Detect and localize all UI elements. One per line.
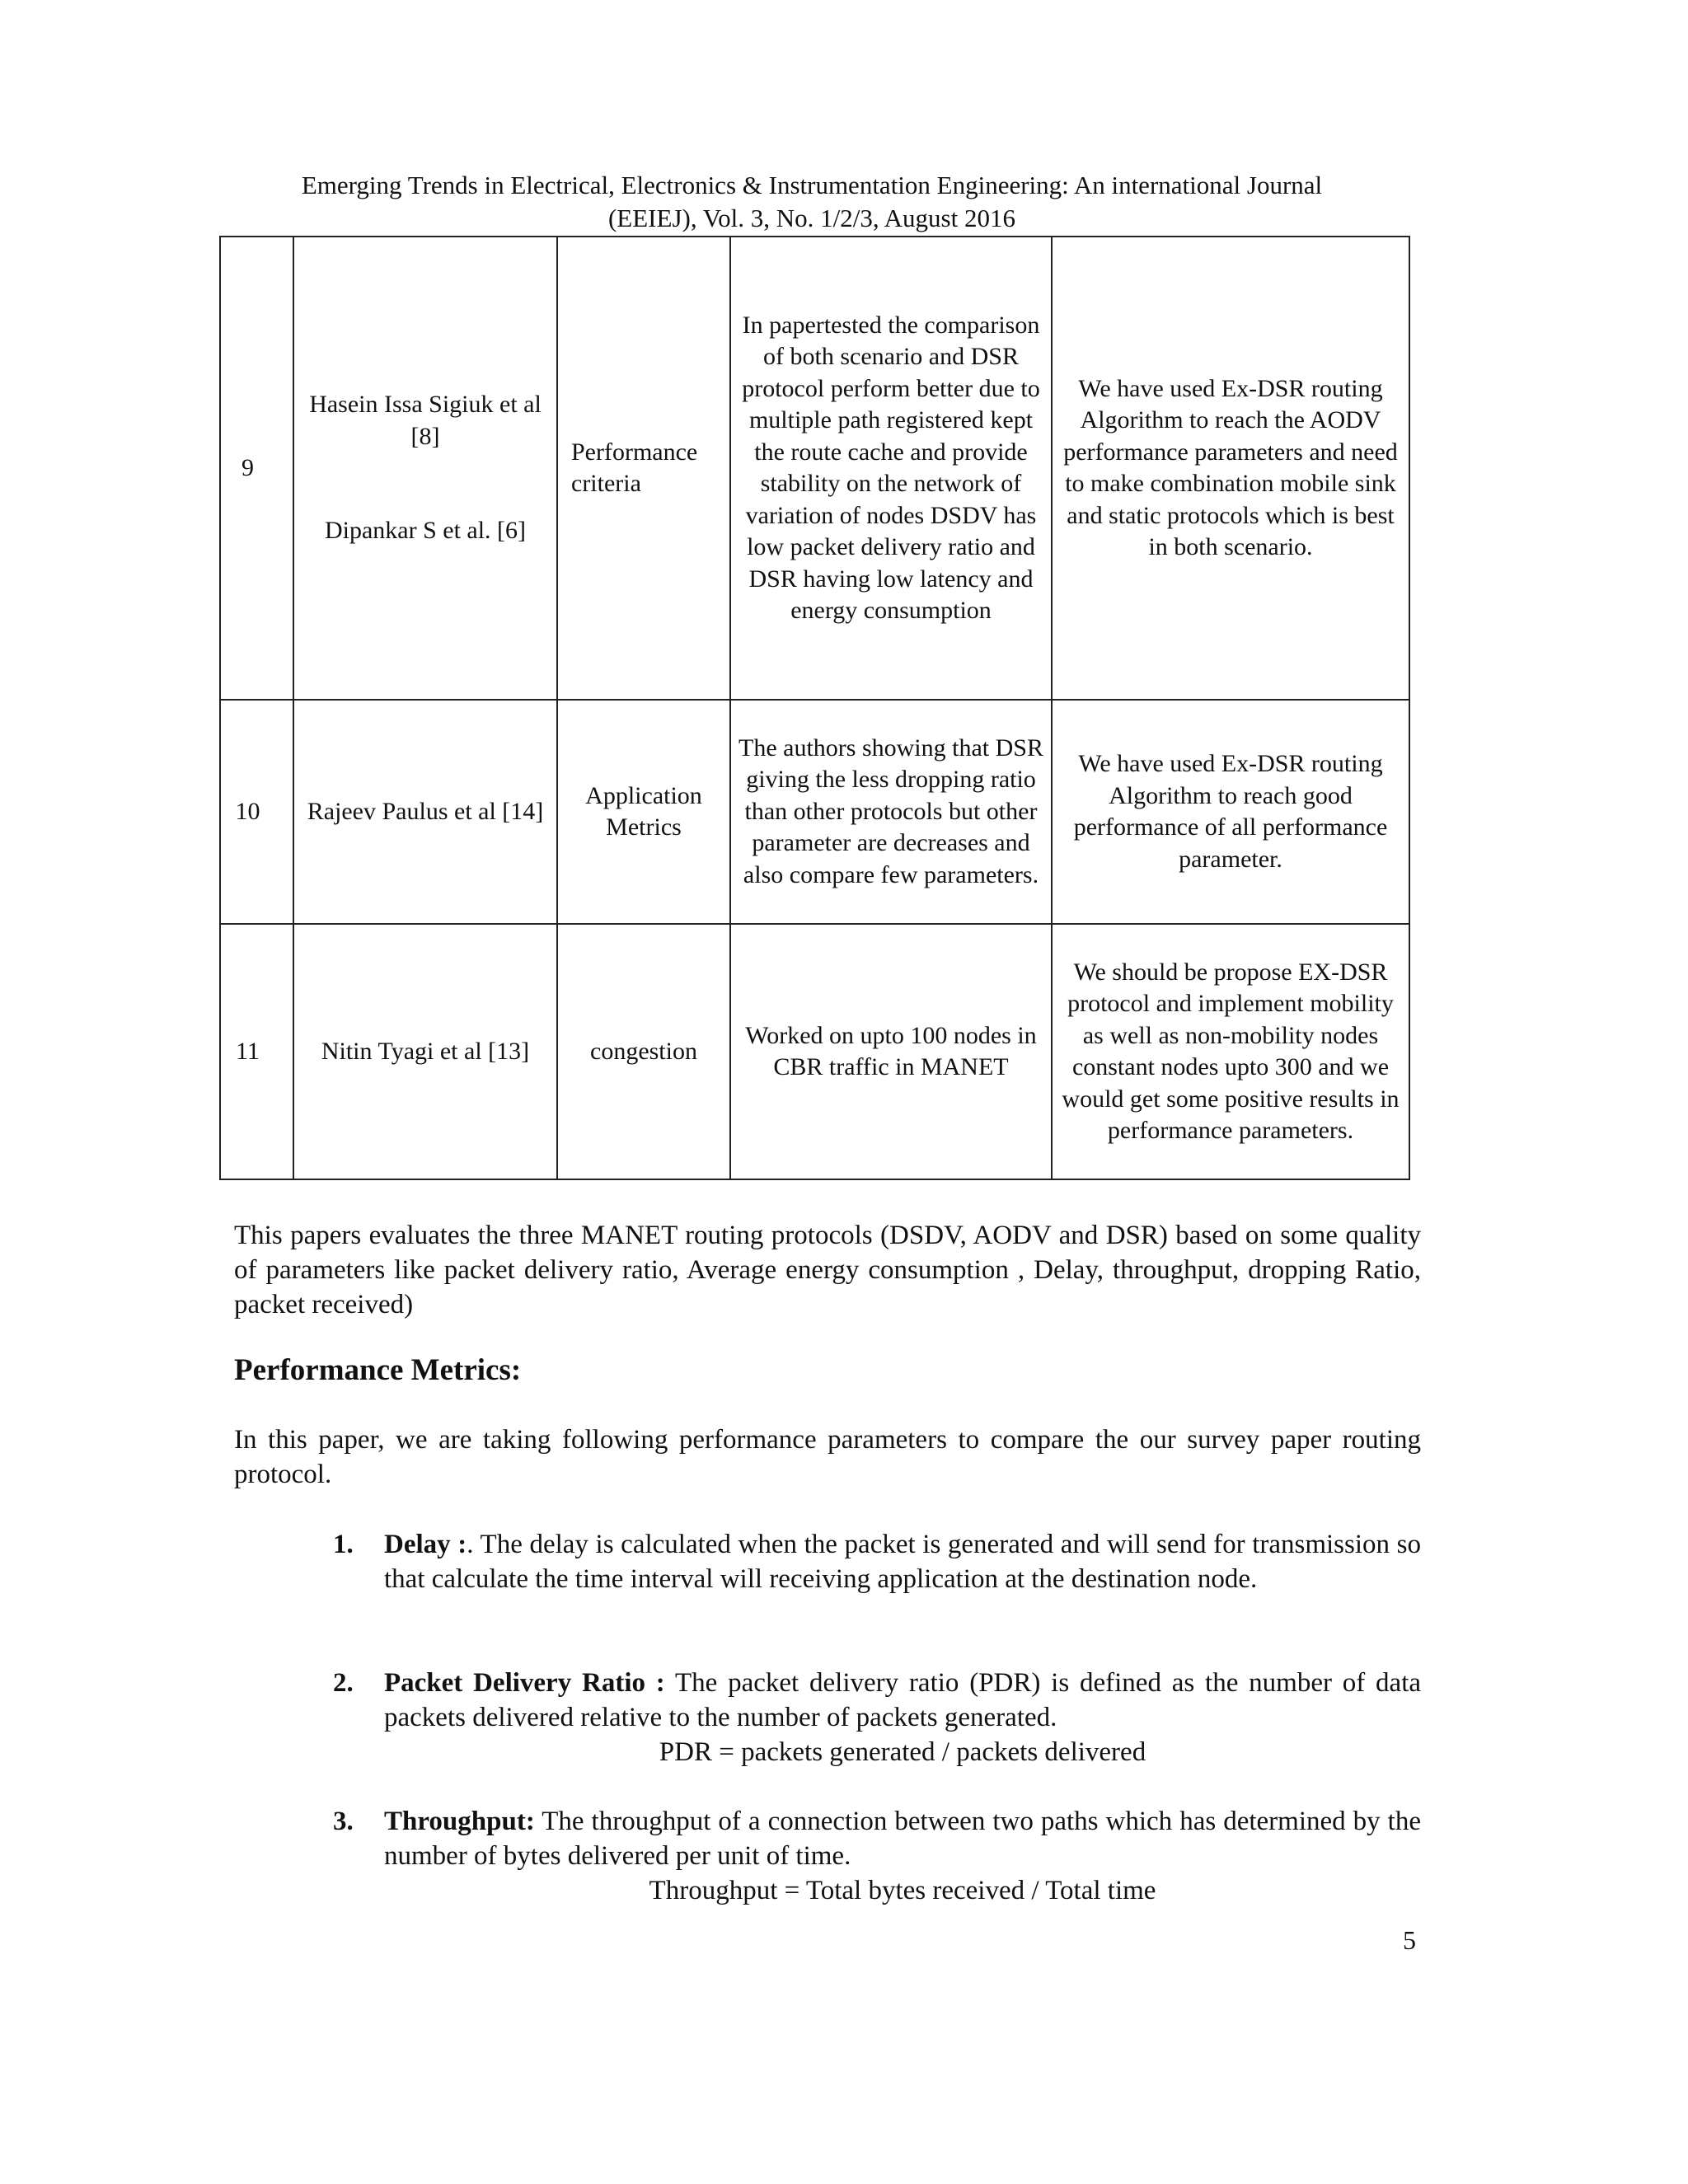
author-name: Dipankar S et al. [6]: [324, 517, 527, 545]
list-number: 3.: [333, 1807, 354, 1836]
metric-term: Delay :: [384, 1530, 467, 1559]
metric-text: The packet delivery ratio (PDR) is defined as the number of data packets delivered relative to the number of packets generated.: [384, 1668, 1422, 1732]
table-row: [220, 237, 1409, 700]
literature-survey-table: [219, 236, 1410, 1180]
formula: Throughput = Total bytes received / Total time: [649, 1876, 1156, 1905]
metric-description: [384, 1666, 1421, 1735]
metric-item-throughput: [333, 1804, 1421, 1908]
criteria-cell: Application Metrics: [557, 700, 730, 924]
journal-header: [223, 169, 1401, 235]
metric-text: The throughput of a connection between two paths which has determined by the number of bytes delivered per unit of time.: [384, 1807, 1421, 1871]
section-intro-paragraph: In this paper, we are taking following performance parameters to compare the our survey paper routing protocol.: [234, 1425, 1421, 1489]
formula: PDR = packets generated / packets delivered: [659, 1737, 1146, 1767]
table-row: [220, 924, 1409, 1179]
author-name: Hasein Issa Sigiuk et al [8]: [309, 391, 542, 450]
findings-cell: The authors showing that DSR giving the less dropping ratio than other protocols but other parameter are decreases and also compare few parameters.: [730, 700, 1052, 924]
findings-cell: Worked on upto 100 nodes in CBR traffic in MANET: [730, 924, 1052, 1179]
metric-term: Throughput:: [384, 1807, 535, 1836]
criteria-cell: congestion: [557, 924, 730, 1179]
page-number: 5: [1403, 1925, 1416, 1955]
journal-header-line2: (EEIEJ), Vol. 3, No. 1/2/3, August 2016: [607, 204, 1015, 232]
author-cell: [293, 700, 557, 924]
author-cell: [293, 237, 557, 700]
metric-item-delay: [333, 1527, 1421, 1596]
metric-term: Packet Delivery Ratio :: [384, 1668, 665, 1698]
row-number: 11: [220, 924, 293, 1179]
intro-paragraph: This papers evaluates the three MANET routing protocols (DSDV, AODV and DSR) based on some quality of parameters like packet delivery ratio, Average energy consumption , Delay, throughput, dropping Ratio, packet received): [234, 1221, 1421, 1319]
author-name: Rajeev Paulus et al [14]: [307, 797, 544, 825]
proposed-work-cell: We have used Ex-DSR routing Algorithm to reach the AODV performance parameters and need to make combination mobile sink and static protocols which is best in both scenario.: [1052, 237, 1409, 700]
proposed-work-cell: We have used Ex-DSR routing Algorithm to reach good performance of all performance parameter.: [1052, 700, 1409, 924]
list-number: 2.: [333, 1668, 354, 1698]
metric-description: [384, 1804, 1421, 1873]
proposed-work-cell: We should be propose EX-DSR protocol and implement mobility as well as non-mobility nodes constant nodes upto 300 and we would get some positive results in performance parameters.: [1052, 924, 1409, 1179]
metric-description: [384, 1527, 1421, 1596]
row-number: 9: [220, 237, 293, 700]
list-number: 1.: [333, 1530, 354, 1559]
author-name: Nitin Tyagi et al [13]: [321, 1037, 530, 1065]
journal-header-line1: Emerging Trends in Electrical, Electronics & Instrumentation Engineering: An international Journal: [301, 171, 1323, 199]
row-number: 10: [220, 700, 293, 924]
author-cell: [293, 924, 557, 1179]
findings-cell: In papertested the comparison of both scenario and DSR protocol perform better due to multiple path registered kept the route cache and provide stability on the network of variation of nodes DSDV has low packet delivery ratio and DSR having low latency and energy consumption: [730, 237, 1052, 700]
section-heading: Performance Metrics:: [234, 1353, 522, 1387]
table-row: [220, 700, 1409, 924]
metric-item-pdr: [333, 1666, 1421, 1769]
metric-text: . The delay is calculated when the packet is generated and will send for transmission so that calculate the time interval will receiving application at the destination node.: [384, 1530, 1422, 1594]
criteria-cell: Performance criteria: [557, 237, 730, 700]
